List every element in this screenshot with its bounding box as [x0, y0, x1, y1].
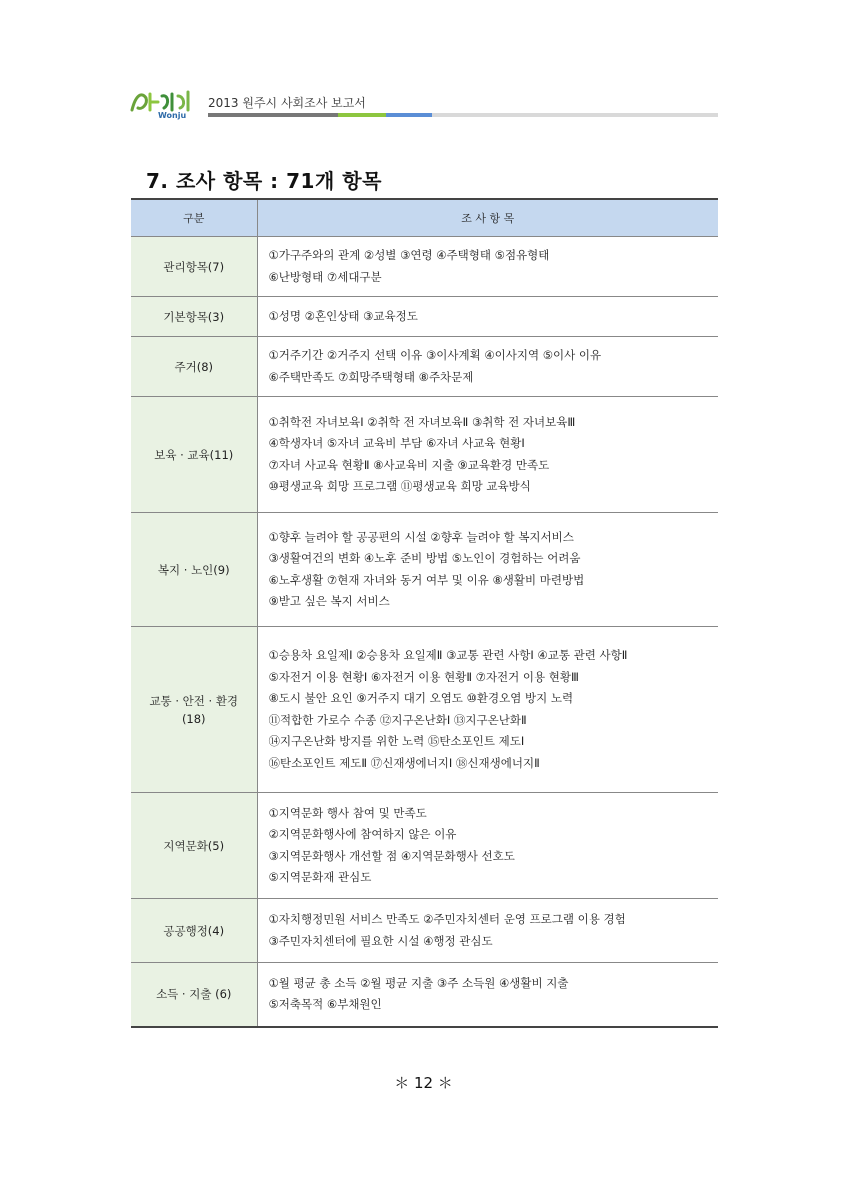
page-number: ＊ 12 ＊ — [394, 1074, 453, 1092]
header-rule-gray — [208, 113, 338, 117]
items-cell — [257, 627, 718, 793]
items-cell — [257, 297, 718, 337]
table-row — [131, 337, 718, 397]
category-cell — [131, 963, 257, 1027]
table-row — [131, 963, 718, 1027]
item-line: ⑤지역문화재 관심도 — [268, 870, 372, 884]
header-rule-light — [432, 113, 718, 117]
section-heading: 7. 조사 항목 : 71개 항목 — [146, 169, 382, 193]
item-line: ③생활여건의 변화 ④노후 준비 방법 ⑤노인이 경험하는 어려움 — [268, 551, 581, 565]
item-line: ①월 평균 총 소득 ②월 평균 지출 ③주 소득원 ④생활비 지출 — [268, 975, 569, 990]
header-rule-blue — [386, 113, 432, 117]
items-cell — [257, 513, 718, 627]
item-line: ①지역문화 행사 참여 및 만족도 — [268, 805, 427, 820]
item-line: ⑥주택만족도 ⑦희망주택형태 ⑧주차문제 — [268, 369, 474, 384]
item-line: ⑪적합한 가로수 수종 ⑫지구온난화Ⅰ ⑬지구온난화Ⅱ — [268, 712, 527, 727]
category-cell — [131, 337, 257, 397]
category-label: 관리항목(7) — [163, 259, 225, 274]
category-label: 교통 · 안전 · 환경 — [149, 693, 239, 708]
column-header-category: 구분 — [131, 199, 257, 237]
page-header — [128, 84, 718, 124]
item-line: ①승용차 요일제Ⅰ ②승용차 요일제Ⅱ ③교통 관련 사항Ⅰ ④교통 관련 사항Ⅱ — [268, 648, 628, 662]
category-label: 보육 · 교육(11) — [154, 447, 234, 462]
category-label: 지역문화(5) — [163, 838, 225, 853]
item-line: ③주민자치센터에 필요한 시설 ④행정 관심도 — [268, 933, 493, 948]
item-line: ①가구주와의 관계 ②성별 ③연령 ④주택형태 ⑤점유형태 — [268, 248, 550, 262]
category-label: (18) — [181, 711, 206, 726]
item-line: ⑦자녀 사교육 현황Ⅱ ⑧사교육비 지출 ⑨교육환경 만족도 — [268, 457, 550, 472]
category-cell — [131, 297, 257, 337]
item-line: ⑭지구온난화 방지를 위한 노력 ⑮탄소포인트 제도Ⅰ — [268, 734, 525, 748]
item-line: ⑥노후생활 ⑦현재 자녀와 동거 여부 및 이유 ⑧생활비 마련방법 — [268, 572, 585, 587]
category-cell — [131, 513, 257, 627]
items-cell — [257, 899, 718, 963]
item-line: ①성명 ②혼인상태 ③교육정도 — [268, 308, 418, 323]
item-line: ⑤자전거 이용 현황Ⅰ ⑥자전거 이용 현황Ⅱ ⑦자전거 이용 현황Ⅲ — [268, 669, 579, 684]
item-line: ④학생자녀 ⑤자녀 교육비 부담 ⑥자녀 사교육 현황Ⅰ — [268, 436, 525, 450]
item-line: ①취학전 자녀보육Ⅰ ②취학 전 자녀보육Ⅱ ③취학 전 자녀보육Ⅲ — [268, 414, 576, 429]
items-cell — [257, 337, 718, 397]
table-row — [131, 513, 718, 627]
item-line: ②지역문화행사에 참여하지 않은 이유 — [268, 827, 457, 841]
table-header-row — [131, 199, 718, 237]
category-label: 소득 · 지출 (6) — [156, 987, 232, 1002]
category-label: 기본항목(3) — [163, 309, 225, 324]
category-cell — [131, 627, 257, 793]
category-label: 공공행정(4) — [163, 923, 225, 938]
item-line: ①향후 늘려야 할 공공편의 시설 ②향후 늘려야 할 복지서비스 — [268, 529, 574, 544]
table-row — [131, 627, 718, 793]
header-rule-green — [338, 113, 386, 117]
table-row — [131, 237, 718, 297]
items-cell — [257, 397, 718, 513]
items-cell — [257, 237, 718, 297]
report-title: 2013 원주시 사회조사 보고서 — [208, 96, 366, 110]
item-line: ⑩평생교육 희망 프로그램 ⑪평생교육 희망 교육방식 — [268, 479, 531, 493]
column-header-items: 조 사 항 목 — [257, 199, 718, 237]
item-line: ①자치행정민원 서비스 만족도 ②주민자치센터 운영 프로그램 이용 경험 — [268, 912, 626, 926]
item-line: ⑨받고 싶은 복지 서비스 — [268, 594, 390, 608]
item-line: ⑯탄소포인트 제도Ⅱ ⑰신재생에너지Ⅰ ⑱신재생에너지Ⅱ — [268, 755, 540, 770]
category-label: 주거(8) — [174, 359, 213, 374]
wonju-logo-icon — [128, 84, 206, 120]
category-label: 복지 · 노인(9) — [157, 562, 230, 577]
table-body — [131, 237, 718, 1027]
items-cell — [257, 963, 718, 1027]
table-row — [131, 899, 718, 963]
item-line: ⑥난방형태 ⑦세대구분 — [268, 269, 382, 284]
table-row — [131, 397, 718, 513]
item-line: ①거주기간 ②거주지 선택 이유 ③이사계획 ④이사지역 ⑤이사 이유 — [268, 348, 602, 362]
category-cell — [131, 397, 257, 513]
category-cell — [131, 793, 257, 899]
item-line: ⑤저축목적 ⑥부채원인 — [268, 997, 382, 1012]
items-cell — [257, 793, 718, 899]
table-row — [131, 297, 718, 337]
table-row — [131, 793, 718, 899]
svg-text:Wonju: Wonju — [158, 111, 187, 120]
category-cell — [131, 899, 257, 963]
item-line: ③지역문화행사 개선할 점 ④지역문화행사 선호도 — [268, 848, 515, 863]
item-line: ⑧도시 불안 요인 ⑨거주지 대기 오염도 ⑩환경오염 방지 노력 — [268, 691, 574, 705]
survey-items-table — [131, 198, 718, 1028]
category-cell — [131, 237, 257, 297]
